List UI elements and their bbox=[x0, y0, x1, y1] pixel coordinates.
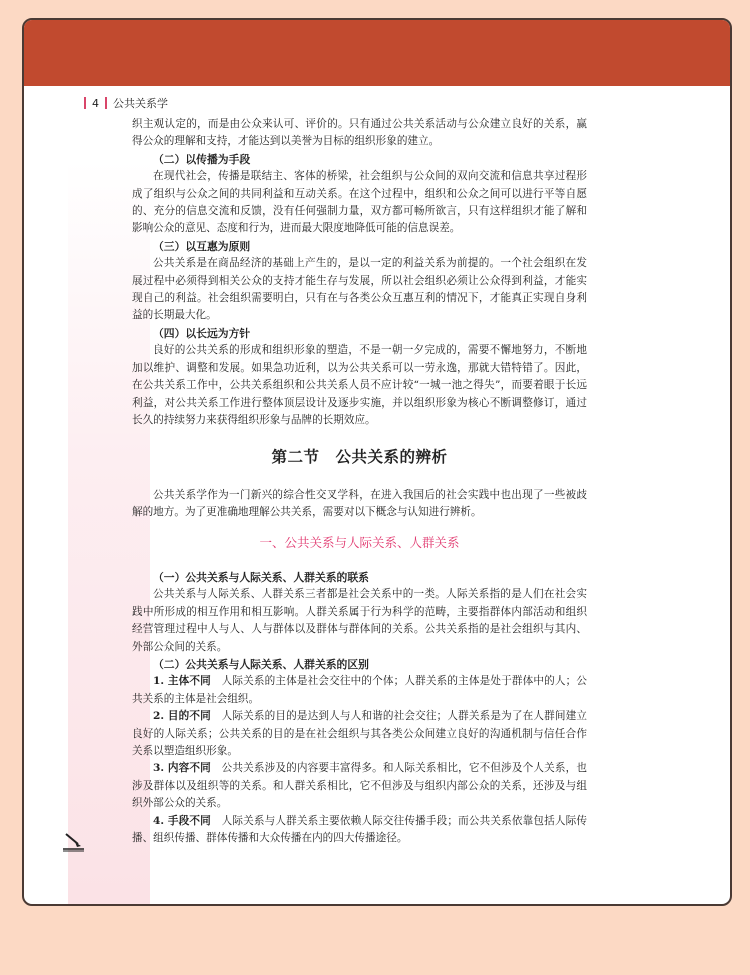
section-title: 第二节 公共关系的辨析 bbox=[271, 448, 448, 467]
paragraph: 在现代社会，传播是联结主、客体的桥梁，社会组织与公众间的双向交流和信息共享过程形成了组织与公众之间的共同利益和互动关系。在这个过程中，组织和公众之间可以进行平等自愿的、充分的信息交流和反馈，没有任何强制力量，双方都可畅所欲言，只有这样组织才能了解和影响公众的意见、态度和行为，进而最大限度地降低可能的信息误差。 bbox=[132, 170, 587, 235]
paragraph: 良好的公共关系的形成和组织形象的塑造，不是一朝一夕完成的，需要不懈地努力，不断地加以维护、调整和发展。如果急功近利，以为公共关系可以一劳永逸，那就大错特错了。因此，在公共关系工作中，公共关系组织和公共关系人员不应计较“一城一池之得失”，而要着眼于长远利益，对公共关系工作进行整体顶层设计及逐步实施，并以组织形象为核心不断调整修订，通过长久的持续努力来获得组织形象与品牌的长期效应。 bbox=[132, 344, 587, 426]
paragraph bbox=[132, 708, 587, 760]
subheading: （二）以传播为手段 bbox=[153, 152, 251, 166]
paragraph: 公共关系学作为一门新兴的综合性交叉学科，在进入我国后的社会实践中也出现了一些被歧解的地方。为了更准确地理解公共关系，需要对以下概念与认知进行辨析。 bbox=[132, 488, 587, 519]
term-text: 人际关系与人群关系主要依赖人际交往传播手段；而公共关系依靠包括人际传播、组织传播、群体传播和大众传播在内的四大传播途径。 bbox=[132, 814, 587, 845]
term-text: 人际关系的目的是达到人与人和谐的社会交往；人群关系是为了在人群间建立良好的人际关系；公共关系的目的是在社会组织与其各类公众间建立良好的沟通机制与信任合作关系以塑造组织形象。 bbox=[132, 710, 587, 757]
term: 1. 主体不同 bbox=[153, 675, 211, 688]
paragraph bbox=[132, 813, 587, 848]
top-color-bar bbox=[24, 20, 730, 86]
subheading: （三）以互惠为原则 bbox=[153, 239, 251, 253]
subheading: （二）公共关系与人际关系、人群关系的区别 bbox=[153, 657, 369, 671]
term: 3. 内容不同 bbox=[153, 762, 211, 775]
paragraph: 织主观认定的，而是由公众来认可、评价的。只有通过公共关系活动与公众建立良好的关系，赢得公众的理解和支持，才能达到以美誉为目标的组织形象的建立。 bbox=[132, 118, 587, 148]
running-header bbox=[84, 95, 168, 111]
term-text: 人际关系的主体是社会交往中的个体；人群关系的主体是处于群体中的人；公共关系的主体是社会组织。 bbox=[132, 675, 587, 705]
main-text bbox=[132, 116, 587, 847]
pen-note-icon bbox=[60, 830, 88, 852]
paragraph: 公共关系与人际关系、人群关系三者都是社会关系中的一类。人际关系指的是人们在社会实践中所形成的相互作用和相互影响。人群关系属于行为科学的范畴，主要指群体内部活动和组织经营管理过程中人与人、人与群体以及群体与群体间的关系。公共关系指的是社会组织与其内、外部公众间的关系。 bbox=[132, 588, 587, 653]
term: 2. 目的不同 bbox=[153, 710, 211, 723]
subheading: （四）以长远为方针 bbox=[153, 326, 251, 340]
paragraph: 公共关系是在商品经济的基础上产生的，是以一定的利益关系为前提的。一个社会组织在发展过程中必须得到相关公众的支持才能生存与发展，所以社会组织必须让公众得到利益，才能实现自己的利益。社会组织需要明白，只有在与各类公众互惠互利的情况下，才能真正实现自身利益的长期最大化。 bbox=[132, 257, 587, 322]
subheading: （一）公共关系与人际关系、人群关系的联系 bbox=[153, 570, 369, 584]
page-number: 4 bbox=[92, 96, 99, 110]
paragraph bbox=[132, 760, 587, 812]
header-bar-left bbox=[84, 97, 86, 109]
chapter-subtitle: 一、公共关系与人际关系、人群关系 bbox=[259, 534, 460, 550]
book-title: 公共关系学 bbox=[113, 97, 168, 110]
term-text: 公共关系涉及的内容要丰富得多。和人际关系相比，它不但涉及个人关系，也涉及群体以及组织等的关系。和人群关系相比，它不但涉及与组织内部公众的关系，还涉及与组织外部公众的关系。 bbox=[132, 762, 587, 810]
header-bar-right bbox=[105, 97, 107, 109]
term: 4. 手段不同 bbox=[153, 814, 211, 827]
paragraph bbox=[132, 673, 587, 708]
